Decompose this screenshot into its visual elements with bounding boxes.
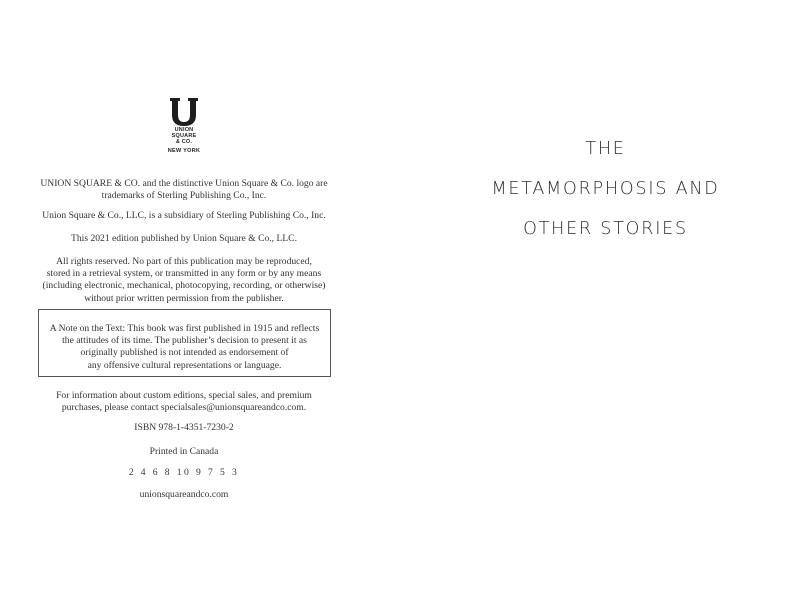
logo-line-3: & CO.	[175, 139, 193, 145]
title-line-2: METAMORPHOSIS AND	[491, 179, 720, 199]
logo-city: NEW YORK	[167, 148, 201, 154]
logo-line-1: UNION	[174, 127, 194, 133]
rights-line: stored in a retrieval system, or transmitted in any form or by any means	[46, 268, 322, 280]
title-line-3: OTHER STORIES	[523, 219, 688, 239]
trademark-line: trademarks of Sterling Publishing Co., Inc.	[101, 190, 267, 202]
trademark-text	[34, 178, 334, 202]
publisher-logo	[150, 97, 218, 154]
note-line: A Note on the Text: This book was first published in 1915 and reflects	[49, 323, 320, 334]
website-text: unionsquareandco.com	[139, 489, 229, 500]
rights-line: All rights reserved. No part of this publication may be reproduced,	[56, 256, 312, 267]
trademark-line: UNION SQUARE & CO. and the distinctive Union Square & Co. logo are	[40, 178, 328, 189]
isbn-text: ISBN 978-1-4351-7230-2	[134, 422, 234, 433]
info-line: purchases, please contact specialsales@unionsquareandco.com.	[61, 402, 307, 414]
note-line: originally published is not intended as endorsement of	[80, 347, 289, 359]
u-logo-icon	[167, 97, 201, 127]
edition-text: This 2021 edition published by Union Square & Co., LLC.	[71, 233, 297, 244]
title-page	[393, 0, 786, 600]
sales-info-text	[34, 390, 334, 414]
note-line: any offensive cultural representations or language.	[87, 359, 282, 371]
info-line: For information about custom editions, special sales, and premium	[56, 390, 312, 401]
subsidiary-text: Union Square & Co., LLC, is a subsidiary of Sterling Publishing Co., Inc.	[42, 210, 326, 221]
rights-line: (including electronic, mechanical, photocopying, recording, or otherwise)	[42, 280, 326, 292]
rights-line: without prior written permission from the publisher.	[84, 292, 284, 304]
note-line: the attitudes of its time. The publisher’s decision to present it as	[62, 335, 307, 347]
print-line: 2 4 6 8 10 9 7 5 3	[128, 467, 240, 478]
logo-line-2: SQUARE	[171, 133, 197, 139]
title-line-1: THE	[585, 139, 626, 159]
text-note-box	[38, 309, 331, 377]
rights-text	[34, 256, 334, 305]
printed-in-text: Printed in Canada	[149, 446, 219, 457]
